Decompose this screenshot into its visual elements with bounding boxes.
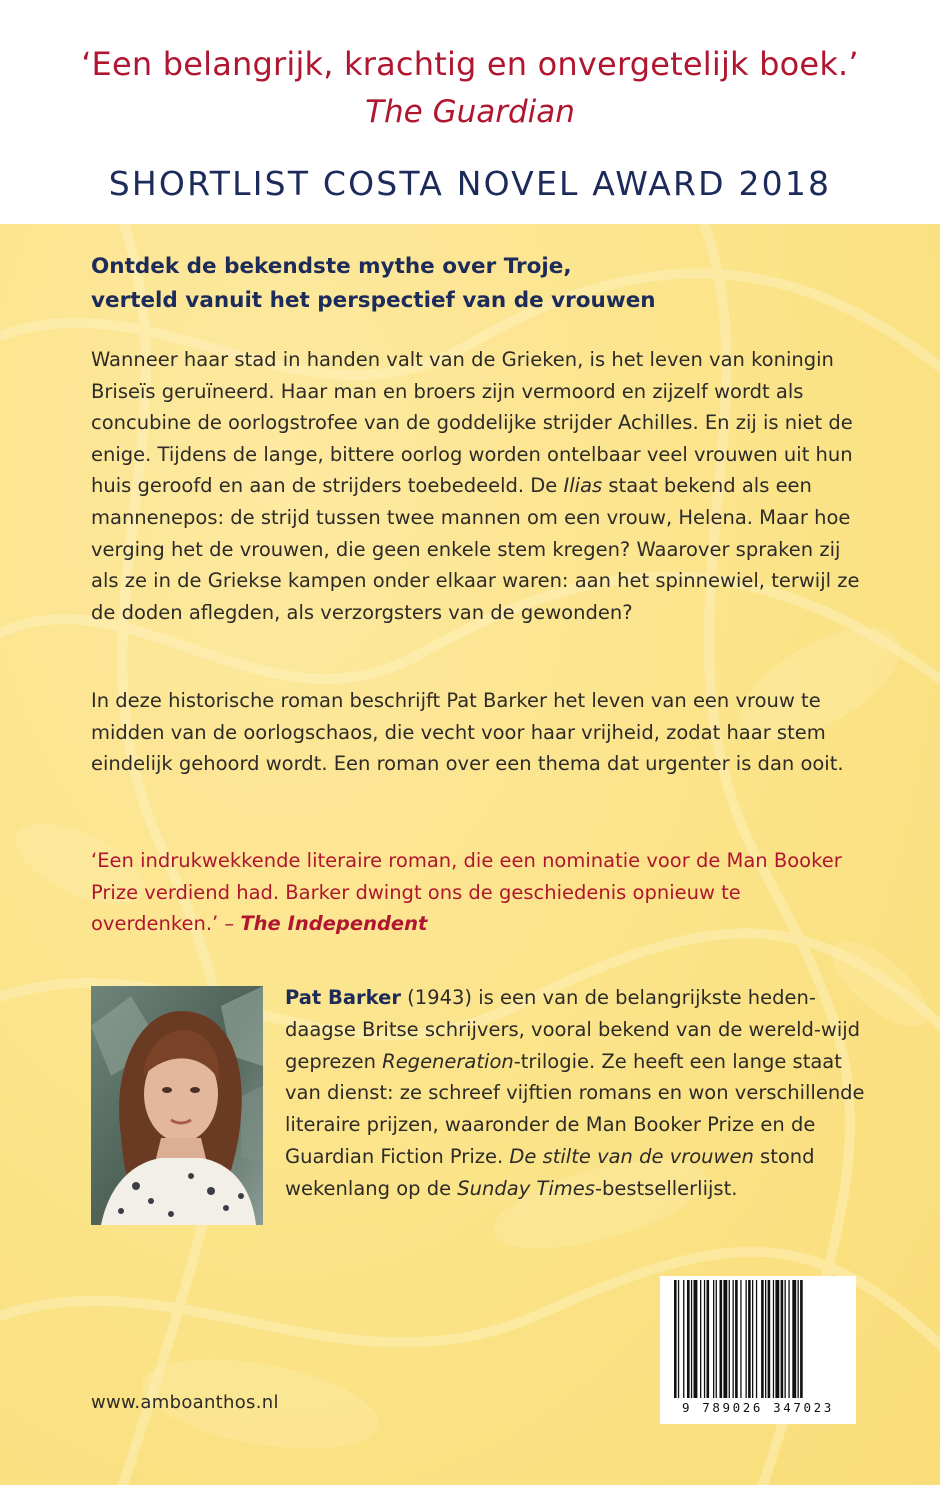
bio-text-2: -trilogie. Ze heeft een lange staat van dienst: ze schreef vijftien romans en won verschillende literaire prijzen, waaronder de Man Booker Prize en de Guardian Fiction Prize.: [285, 1049, 865, 1168]
barcode-bar: [765, 1280, 766, 1398]
bio-text-4: -bestsellerlijst.: [594, 1176, 738, 1200]
bio-title-sunday-times: Sunday Times: [457, 1176, 595, 1200]
barcode-bar: [729, 1280, 730, 1398]
author-portrait-illustration: [91, 986, 263, 1225]
barcode-bar: [798, 1280, 799, 1398]
barcode-bar: [792, 1280, 796, 1398]
barcode-bar: [746, 1280, 747, 1398]
barcode-bar: [733, 1280, 734, 1398]
barcode-bar: [700, 1280, 701, 1398]
barcode-bar: [723, 1280, 727, 1398]
barcode-bar: [678, 1280, 679, 1398]
synopsis-paragraph-2: In deze historische roman beschrijft Pat Barker het leven van een vrouw te midden van de oorlogschaos, die vecht voor haar vrijheid, zodat haar stem eindelijk gehoord wordt. Een roman over een thema dat urgenter is dan ooit.: [91, 689, 844, 776]
barcode-bar: [781, 1280, 784, 1398]
bio-title-regeneration: Regeneration: [382, 1049, 514, 1073]
bio-title-stilte: De stilte van de vrouwen: [509, 1144, 754, 1168]
barcode-bar: [775, 1280, 779, 1398]
barcode-bar: [768, 1280, 771, 1398]
barcode-bar: [788, 1280, 789, 1398]
headline-line-2: verteld vanuit het perspectief van de vrouwen: [91, 288, 656, 313]
author-bio: [285, 982, 865, 1205]
bio-text-3: stond wekenlang op de: [285, 1144, 815, 1200]
headline: [91, 250, 851, 318]
cover-top-band: [0, 0, 940, 224]
barcode-bar: [761, 1280, 764, 1398]
barcode-bars: [660, 1276, 856, 1402]
independent-review: [91, 845, 861, 940]
synopsis-text-b: staat bekend als een mannenepos: de strijd tussen twee mannen om een vrouw, Helena. Maar hoe verging het de vrouwen, die geen enkele stem kregen? Waarover spraken zij als ze in de Griekse kampen onder elkaar waren: aan het spinnewiel, terwijl ze de doden aflegden, als verzorgsters van de gewonden?: [91, 474, 860, 624]
headline-line-1: Ontdek de bekendste mythe over Troje,: [91, 254, 572, 279]
award-banner: SHORTLIST COSTA NOVEL AWARD 2018: [108, 164, 832, 203]
barcode-bar: [720, 1280, 723, 1398]
bio-text-1: (1943) is een van de belangrijkste heden-daagse Britse schrijvers, vooral bekend van de wereld-wijd geprezen: [285, 986, 861, 1073]
author-name: Pat Barker: [285, 986, 401, 1009]
barcode-bar: [756, 1280, 757, 1398]
barcode-bar: [785, 1280, 786, 1398]
barcode-bar: [752, 1280, 753, 1398]
quote-source: The Guardian: [365, 94, 575, 130]
isbn-digits: 9 789026 347023: [682, 1400, 834, 1415]
barcode-bar: [800, 1280, 803, 1398]
barcode-bar: [740, 1280, 741, 1398]
barcode-bar: [707, 1280, 710, 1398]
publisher-website[interactable]: www.amboanthos.nl: [91, 1392, 279, 1413]
synopsis-paragraph-1: [91, 344, 861, 628]
barcode-bar: [773, 1280, 774, 1398]
review-quote: ‘Een indrukwekkende literaire roman, die een nominatie voor de Man Booker Prize verdiend had. Barker dwingt ons de geschiedenis opnieuw te overdenken.’ –: [91, 849, 842, 936]
barcode-bar: [704, 1280, 705, 1398]
barcode-bar: [674, 1280, 677, 1398]
review-source: The Independent: [240, 912, 428, 936]
barcode-bar: [713, 1280, 714, 1398]
barcode-bar: [687, 1280, 690, 1398]
author-photo: [91, 986, 263, 1225]
ilias-title: Ilias: [563, 474, 603, 498]
barcode-bar: [735, 1280, 738, 1398]
barcode-bar: [716, 1280, 717, 1398]
synopsis-text-a: Wanneer haar stad in handen valt van de Grieken, is het leven van koningin Briseïs geruïneerd. Haar man en broers zijn vermoord en zijzelf wordt als concubine de oorlogstrofee van de goddelijke strijder Achilles. En zij is niet de enige. Tijdens de lange, bittere oorlog worden ontelbaar veel vrouwen uit hun huis geroofd en aan de strijders toebedeeld. De: [91, 348, 853, 498]
barcode-bar: [683, 1280, 684, 1398]
barcode-bar: [694, 1280, 698, 1398]
barcode-bar: [748, 1280, 751, 1398]
guardian-quote: ‘Een belangrijk, krachtig en onvergetelijk boek.’: [81, 45, 859, 83]
barcode-bar: [691, 1280, 692, 1398]
